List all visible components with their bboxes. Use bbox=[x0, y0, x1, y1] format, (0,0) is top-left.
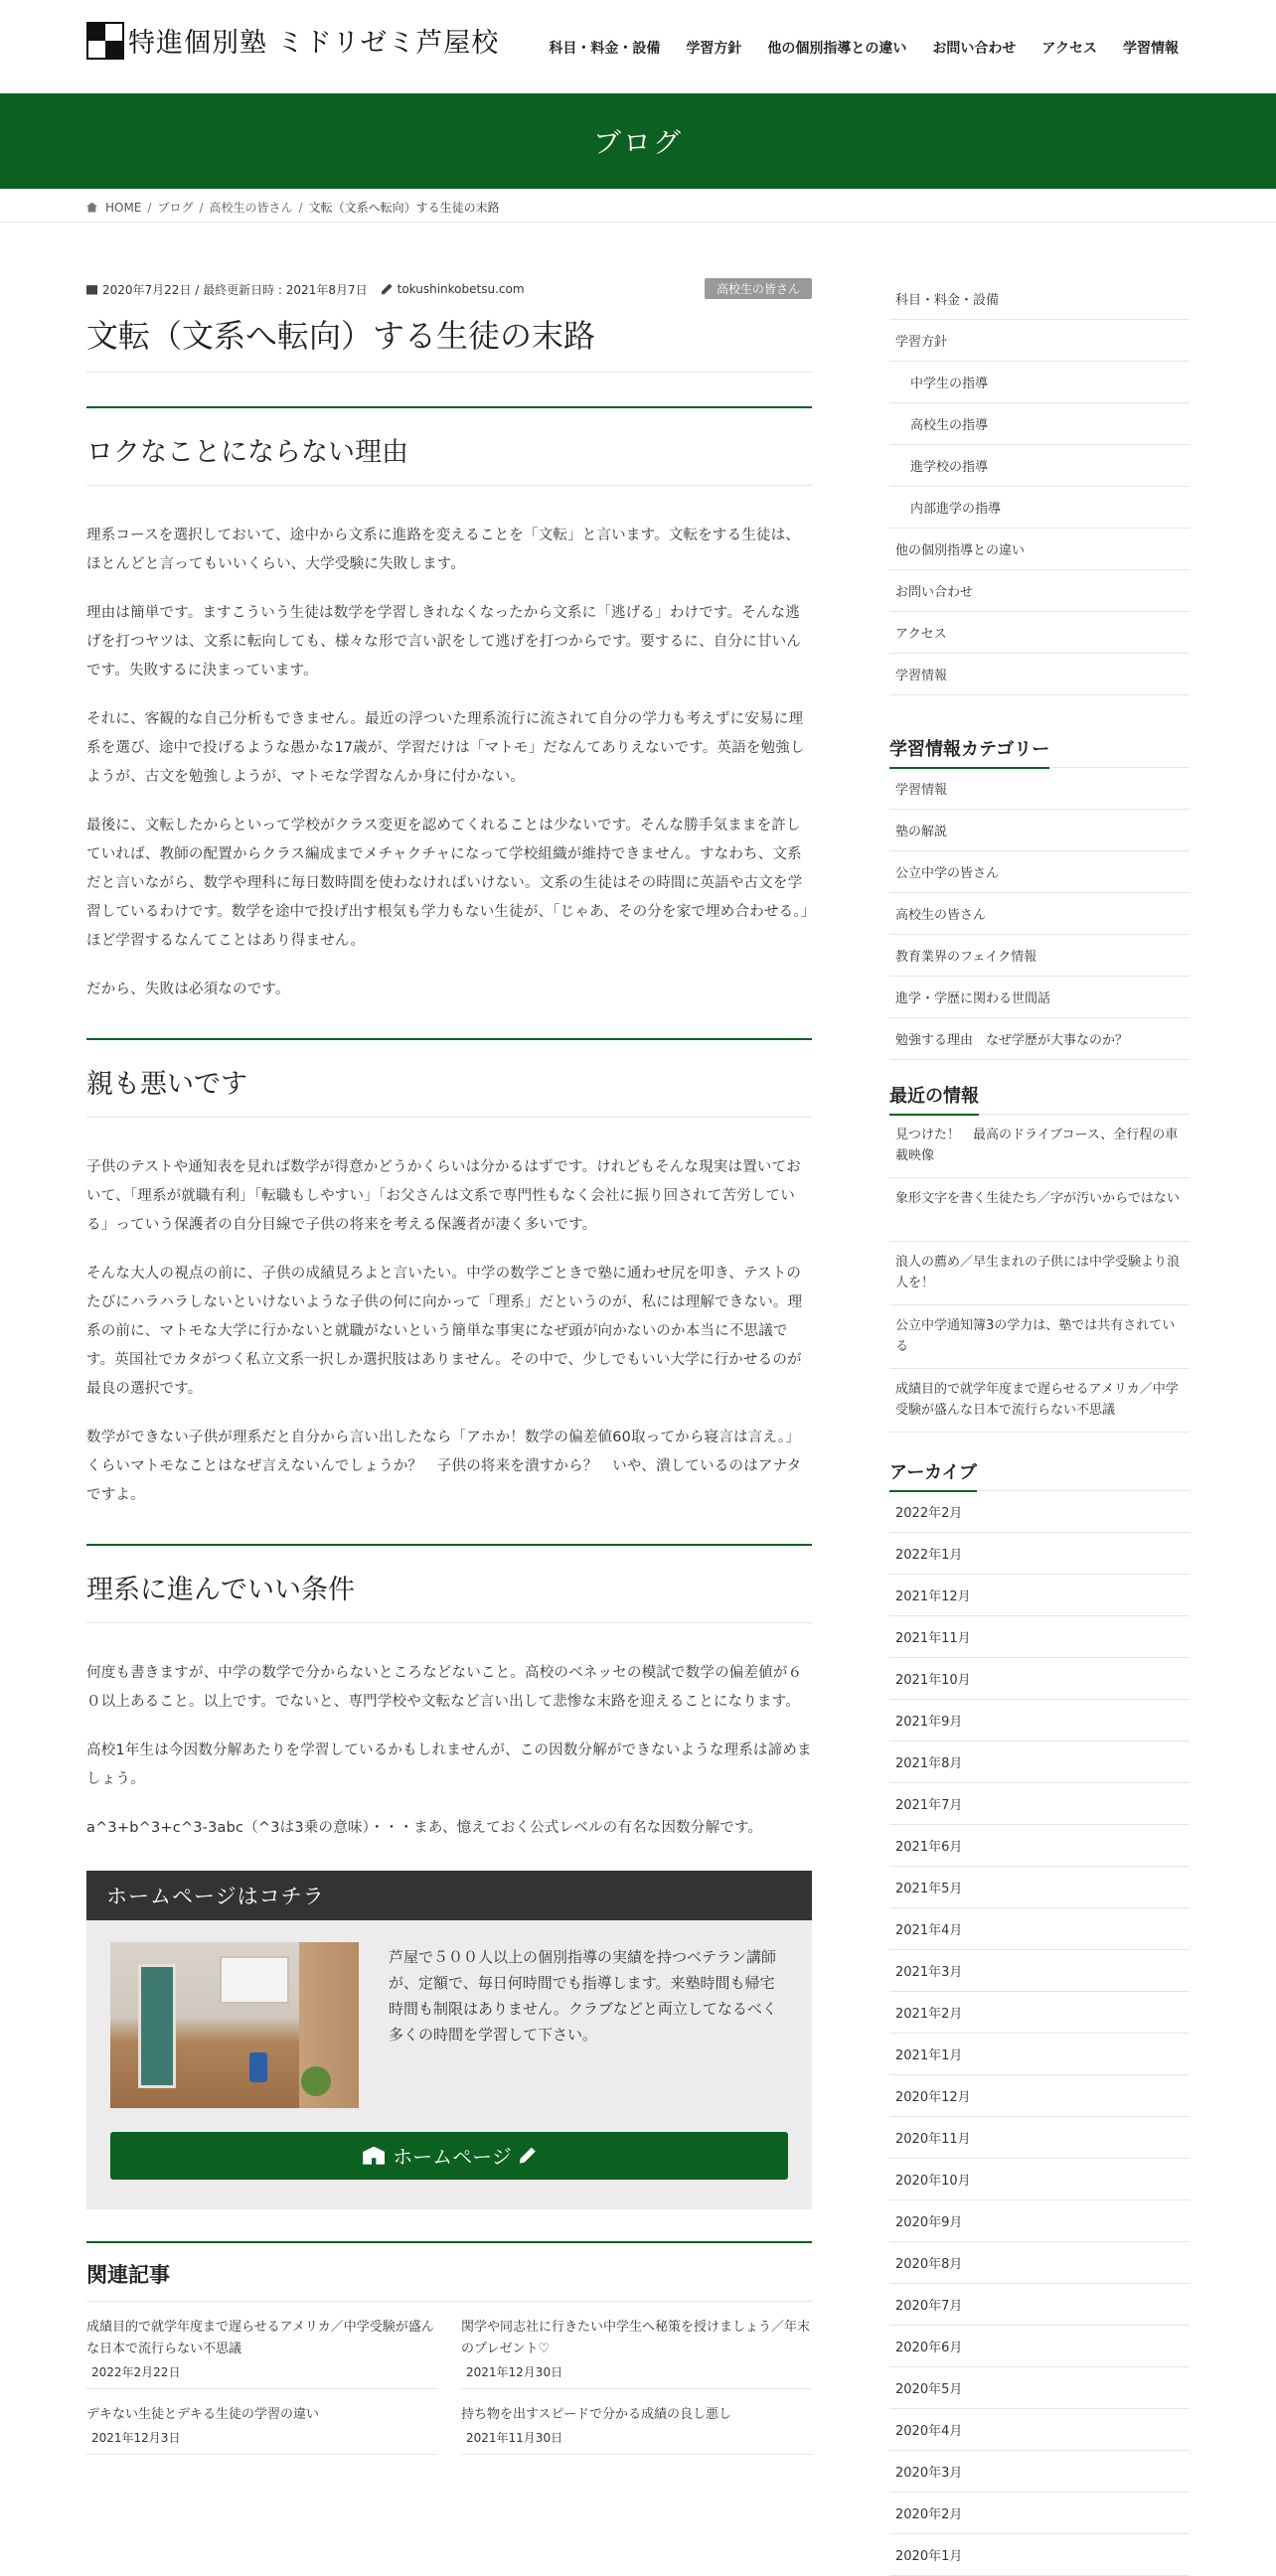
archive-item[interactable]: 2021年10月 bbox=[889, 1658, 1190, 1700]
archive-item[interactable]: 2021年9月 bbox=[889, 1700, 1190, 1742]
sidebar-item-prep-school[interactable]: 進学校の指導 bbox=[889, 445, 1190, 487]
page-banner bbox=[0, 93, 1276, 189]
recent-item[interactable]: 公立中学通知簿3の学力は、塾では共有されている bbox=[889, 1305, 1190, 1369]
paragraph: 子供のテストや通知表を見れば数学が得意かどうかくらいは分かるはずです。けれどもそんな現実は置いておいて、「理系が就職有利」「転職もしやすい」「お父さんは文系で専門性もなく会社に振り回されて苦労している」っていう保護者の自分目線で子供の将来を考える保護者が凄く多いです。 bbox=[86, 1158, 801, 1233]
archive-item[interactable]: 2020年7月 bbox=[889, 2284, 1190, 2326]
related-post bbox=[461, 2389, 812, 2455]
archive-item[interactable]: 2021年5月 bbox=[889, 1867, 1190, 1908]
post-date: 2020年7月22日 / 最終更新日時 : 2021年8月7日 bbox=[102, 282, 368, 297]
paragraph: そんな大人の視点の前に、子供の成績見ろよと言いたい。中学の数学ごときで塾に通わせ尻を叩き、テストのたびにハラハラしないといけないような子供の何に向かって「理系」だというのが、私には理解できない。理系の前に、マトモな大学に行かないと就職がないという簡単な事実になぜ頭が向かないのか本当に不思議です。英国社でカタがつく私立文系一択しか選択肢はありません。その中で、少しでもいい大学に行かせるのが最良の選択です。 bbox=[86, 1265, 803, 1397]
paragraph: 高校1年生は今因数分解あたりを学習しているかもしれませんが、この因数分解ができないような理系は諦めましょう。 bbox=[86, 1742, 812, 1787]
categories-title: 学習情報カテゴリー bbox=[889, 735, 1190, 768]
archive-item[interactable]: 2020年11月 bbox=[889, 2117, 1190, 2159]
sidebar-menu bbox=[889, 278, 1190, 695]
section-heading: ロクなことにならない理由 bbox=[86, 406, 812, 486]
calendar-icon bbox=[86, 284, 97, 295]
nav-item-info[interactable]: 学習情報 bbox=[1123, 41, 1179, 57]
recent-item[interactable]: 浪人の薦め／早生まれの子供には中学受験より浪人を！ bbox=[889, 1242, 1190, 1305]
category-badge[interactable]: 高校生の皆さん bbox=[705, 278, 812, 299]
category-item[interactable]: 教育業界のフェイク情報 bbox=[889, 935, 1190, 977]
home-icon bbox=[86, 203, 97, 213]
category-item[interactable]: 塾の解説 bbox=[889, 810, 1190, 851]
archive-list bbox=[889, 1491, 1190, 2576]
banner-title: ブログ bbox=[592, 126, 683, 159]
breadcrumb-category[interactable]: 高校生の皆さん bbox=[209, 201, 293, 215]
site-logo[interactable] bbox=[86, 21, 499, 60]
post-meta bbox=[86, 274, 812, 304]
breadcrumb: HOME / ブログ / 高校生の皆さん / 文転（文系へ転向）する生徒の末路 bbox=[0, 189, 1276, 223]
archive-item[interactable]: 2021年6月 bbox=[889, 1825, 1190, 1867]
category-item[interactable]: 進学・学歴に関わる世間話 bbox=[889, 977, 1190, 1018]
section-heading: 理系に進んでいい条件 bbox=[86, 1544, 812, 1623]
sidebar-item-junior-high[interactable]: 中学生の指導 bbox=[889, 362, 1190, 403]
sidebar-item-internal[interactable]: 内部進学の指導 bbox=[889, 487, 1190, 529]
site-header bbox=[0, 0, 1276, 93]
sidebar-item-info[interactable]: 学習情報 bbox=[889, 654, 1190, 695]
section-heading: 親も悪いです bbox=[86, 1038, 812, 1118]
paragraph: だから、失敗は必須なのです。 bbox=[86, 981, 290, 997]
archive-item[interactable]: 2020年10月 bbox=[889, 2159, 1190, 2200]
archive-item[interactable]: 2020年5月 bbox=[889, 2367, 1190, 2409]
archive-item[interactable]: 2020年9月 bbox=[889, 2200, 1190, 2242]
sidebar-item-high-school[interactable]: 高校生の指導 bbox=[889, 403, 1190, 445]
sidebar-item-access[interactable]: アクセス bbox=[889, 612, 1190, 654]
sidebar-item-difference[interactable]: 他の個別指導との違い bbox=[889, 529, 1190, 570]
archive-item[interactable]: 2020年4月 bbox=[889, 2409, 1190, 2451]
recent-item[interactable]: 成績目的で就学年度まで遅らせるアメリカ／中学受験が盛んな日本で流行らない不思議 bbox=[889, 1369, 1190, 1433]
archive-item[interactable]: 2021年4月 bbox=[889, 1908, 1190, 1950]
pen-icon bbox=[382, 284, 393, 295]
archive-item[interactable]: 2020年3月 bbox=[889, 2451, 1190, 2493]
cta-title: ホームページはコチラ bbox=[86, 1871, 812, 1920]
nav-item-difference[interactable]: 他の個別指導との違い bbox=[767, 41, 907, 57]
nav-item-contact[interactable]: お問い合わせ bbox=[932, 41, 1017, 57]
nav-item-subjects[interactable]: 科目・料金・設備 bbox=[549, 41, 661, 57]
archive-item[interactable]: 2022年2月 bbox=[889, 1491, 1190, 1533]
related-post bbox=[461, 2302, 812, 2389]
homepage-cta-box bbox=[86, 1871, 812, 2209]
archive-title: アーカイブ bbox=[889, 1458, 1190, 1491]
related-post-link[interactable]: 関学や同志社に行きたい中学生へ秘策を授けましょう／年末のプレゼント♡ bbox=[461, 2319, 811, 2356]
recent-item[interactable]: 象形文字を書く生徒たち／字が汚いからではない bbox=[889, 1178, 1190, 1242]
homepage-button[interactable] bbox=[110, 2132, 788, 2180]
related-posts bbox=[86, 2302, 812, 2455]
paragraph: 最後に、文転したからといって学校がクラス変更を認めてくれることは少ないです。そんな勝手気ままを許していれば、教師の配置からクラス編成までメチャクチャになって学校組織が維持できません。すなわち、文系だと言いながら、数学や理科に毎日数時間を使わなければいけない。文系の生徒はその時間に英語や古文を学習しているわけです。数学を途中で投げ出す根気も学力もない生徒が、「じゃあ、その分を家で埋め合わせる。」ほど学習するなんてことはあり得ません。 bbox=[86, 817, 809, 949]
related-post bbox=[86, 2302, 437, 2389]
breadcrumb-home[interactable]: HOME bbox=[105, 200, 142, 215]
related-post-date: 2021年12月3日 bbox=[91, 2431, 181, 2446]
paragraph: 数学ができない子供が理系だと自分から言い出したなら「アホか！数学の偏差値60取ってから寝言は言え。」くらいマトモなことはなぜ言えないんでしょうか？ 子供の将来を潰すから？ いや、潰しているのはアナタですよ。 bbox=[86, 1429, 802, 1503]
classroom-photo bbox=[110, 1942, 359, 2108]
related-post-link[interactable]: 持ち物を出すスピードで分かる成績の良し悪し bbox=[461, 2406, 731, 2422]
nav-item-policy[interactable]: 学習方針 bbox=[686, 41, 742, 57]
archive-item[interactable]: 2021年1月 bbox=[889, 2034, 1190, 2075]
recent-item[interactable]: 見つけた！ 最高のドライブコース、全行程の車載映像 bbox=[889, 1115, 1190, 1178]
related-post-link[interactable]: デキない生徒とデキる生徒の学習の違い bbox=[86, 2406, 320, 2422]
paragraph: 何度も書きますが、中学の数学で分からないところなどないこと。高校のベネッセの模試で数学の偏差値が６０以上あること。以上です。でないと、専門学校や文転など言い出して悲惨な末路を迎えることになります。 bbox=[86, 1664, 803, 1710]
archive-item[interactable]: 2021年12月 bbox=[889, 1575, 1190, 1616]
post-title: 文転（文系へ転向）する生徒の末路 bbox=[86, 316, 812, 373]
archive-item[interactable]: 2021年2月 bbox=[889, 1992, 1190, 2034]
logo-text: 特進個別塾 ミドリゼミ芦屋校 bbox=[128, 28, 500, 59]
nav-item-access[interactable]: アクセス bbox=[1041, 41, 1097, 57]
archive-item[interactable]: 2020年12月 bbox=[889, 2075, 1190, 2117]
archive-item[interactable]: 2022年1月 bbox=[889, 1533, 1190, 1575]
sidebar-item-policy[interactable]: 学習方針 bbox=[889, 320, 1190, 362]
homepage-button-label: ホームページ bbox=[393, 2145, 512, 2170]
archive-item[interactable]: 2021年11月 bbox=[889, 1616, 1190, 1658]
recent-title: 最近の情報 bbox=[889, 1082, 1190, 1115]
category-item[interactable]: 公立中学の皆さん bbox=[889, 851, 1190, 893]
paragraph: 理系コースを選択しておいて、途中から文系に進路を変えることを「文転」と言います。文転をする生徒は、ほとんどと言ってもいいくらい、大学受験に失敗します。 bbox=[86, 527, 801, 572]
paragraph: それに、客観的な自己分析もできません。最近の浮ついた理系流行に流されて自分の学力も考えずに安易に理系を選び、途中で投げるような愚かな17歳が、学習だけは「マトモ」だなんてありえないです。英語を勉強しようが、古文を勉強しようが、マトモな学習なんか身に付かない。 bbox=[86, 710, 805, 785]
global-nav bbox=[549, 38, 1179, 58]
logo-checker-icon bbox=[86, 22, 124, 60]
archive-item[interactable]: 2020年2月 bbox=[889, 2493, 1190, 2534]
sidebar-item-subjects[interactable]: 科目・料金・設備 bbox=[889, 278, 1190, 320]
archive-item[interactable]: 2021年7月 bbox=[889, 1783, 1190, 1825]
related-post-date: 2021年12月30日 bbox=[466, 2364, 563, 2379]
school-icon bbox=[363, 2147, 385, 2165]
cta-text: 芦屋で５００人以上の個別指導の実績を持つベテラン講師が、定額で、毎日何時間でも指導します。来塾時間も帰宅時間も制限はありません。クラブなどと両立してなるべく多くの時間を学習して下さい。 bbox=[389, 1947, 777, 2045]
archive-item[interactable]: 2021年8月 bbox=[889, 1742, 1190, 1783]
related-posts-title: 関連記事 bbox=[86, 2241, 812, 2302]
related-post bbox=[86, 2389, 437, 2455]
breadcrumb-current: 文転（文系へ転向）する生徒の末路 bbox=[308, 201, 500, 215]
edit-icon bbox=[520, 2148, 536, 2164]
sidebar bbox=[889, 278, 1190, 2576]
breadcrumb-blog[interactable]: ブログ bbox=[157, 201, 194, 215]
archive-item[interactable]: 2020年1月 bbox=[889, 2534, 1190, 2576]
paragraph: a^3+b^3+c^3-3abc（^3は3乗の意味）・・・まあ、憶えておく公式レベルの有名な因数分解です。 bbox=[86, 1819, 763, 1836]
paragraph: 理由は簡単です。ますこういう生徒は数学を学習しきれなくなったから文系に「逃げる」わけです。そんな逃げを打つヤツは、文系に転向しても、様々な形で言い訳をして逃げを打つからです。要するに、自分に甘いんです。失敗するに決まっています。 bbox=[86, 604, 801, 679]
recent-list bbox=[889, 1115, 1190, 1433]
category-list bbox=[889, 768, 1190, 1060]
post-author: tokushinkobetsu.com bbox=[397, 282, 525, 296]
sidebar-item-contact[interactable]: お問い合わせ bbox=[889, 570, 1190, 612]
archive-item[interactable]: 2020年8月 bbox=[889, 2242, 1190, 2284]
category-item[interactable]: 勉強する理由 なぜ学歴が大事なのか？ bbox=[889, 1018, 1190, 1060]
category-item[interactable]: 学習情報 bbox=[889, 768, 1190, 810]
archive-item[interactable]: 2020年6月 bbox=[889, 2326, 1190, 2367]
archive-item[interactable]: 2021年3月 bbox=[889, 1950, 1190, 1992]
related-post-date: 2021年11月30日 bbox=[466, 2431, 563, 2446]
related-post-date: 2022年2月22日 bbox=[91, 2364, 181, 2379]
category-item[interactable]: 高校生の皆さん bbox=[889, 893, 1190, 935]
related-post-link[interactable]: 成績目的で就学年度まで遅らせるアメリカ／中学受験が盛んな日本で流行らない不思議 bbox=[86, 2319, 434, 2356]
post-main bbox=[86, 274, 812, 2455]
